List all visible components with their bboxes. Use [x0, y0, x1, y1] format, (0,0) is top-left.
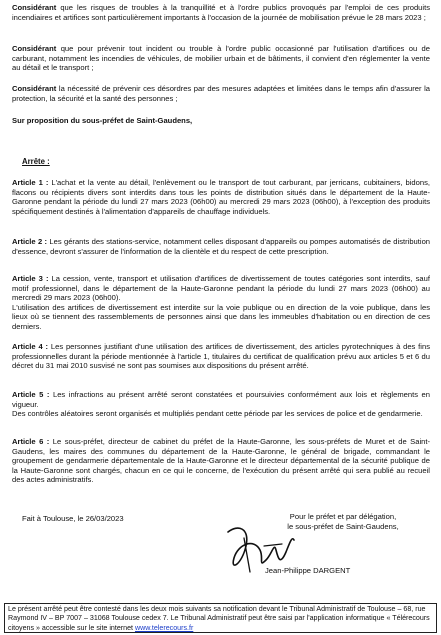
article-text-2: L'utilisation des artifices de divertissement est interdite sur la voie publique ou en direction de la voie publique, dans les lieux où se tiennent des rassemblements de personnes ainsi que dans les immeubles d'habitation ou en direction de ces derniers.	[12, 302, 430, 331]
article-3	[12, 274, 430, 332]
article-text: Les personnes justifiant d'une utilisation des artifices de divertissement, des articles pyrotechniques à des fins professionnelles durant la période mentionnée à l'article 1, titulaires du certificat de qualification prévu aux articles 5 et 6 du décret du 31 mai 2010 susvisé ne sont pas soumises aux dispositions du présent arrêté.	[12, 342, 430, 371]
article-lead: Article 4 :	[12, 342, 49, 351]
article-2	[12, 237, 430, 256]
considerant-lead: Considérant	[12, 44, 57, 53]
article-lead: Article 5 :	[12, 390, 50, 399]
considerant-lead: Considérant	[12, 3, 57, 12]
article-text: L'achat et la vente au détail, l'enlèvement ou le transport de tout carburant, par jerricans, cubitainers, bidons, flacons ou récipients divers sont interdits dans tous les points de distribution situés dans le département de la Haute-Garonne pendant la période du lundi 27 mars 2023 (06h00) au mercredi 29 mars 2023 (06h00), à l'exception des produits spécifiquement destinés à l'alimentation d'appareils de chauffage individuels.	[12, 178, 430, 216]
proposition	[12, 116, 430, 126]
considerant-text: que les risques de troubles à la tranquillité et à l'ordre publics provoqués par l'emploi de ces produits incendiaires et artifices sont particulièrement importants à l'occasion de la journée de mobilisation prévue le 28 mars 2023 ;	[12, 3, 430, 22]
article-lead: Article 1 :	[12, 178, 49, 187]
article-text: Le sous-préfet, directeur de cabinet du préfet de la Haute-Garonne, les sous-préfets de Muret et de Saint-Gaudens, les maires des communes du département de la Haute-Garonne, le général de brigade, commandant le groupement de gendarmerie départementale de la Haute-Garonne et le directeur départemental de la sécurité publique de la Haute-Garonne sont chargés, chacun en ce qui le concerne, de l'exécution du présent arrêté qui sera publié au recueil des actes administratifs.	[12, 437, 430, 485]
article-lead: Article 3 :	[12, 274, 49, 283]
article-5	[12, 390, 430, 419]
considerant-lead: Considérant	[12, 84, 57, 93]
fait-date: Fait à Toulouse, le 26/03/2023	[22, 514, 124, 523]
considerant-text: que pour prévenir tout incident ou trouble à l'ordre public occasionné par l'utilisation d'artifices ou de carburant, notamment les incendies de véhicules, de mobilier urbain et de bâtiments, il convient d'en réglementer la vente au détail et le transport ;	[12, 44, 430, 73]
signatory-name: Jean-Philippe DARGENT	[265, 566, 351, 575]
considerant-1	[12, 3, 430, 22]
considerant-3	[12, 84, 430, 103]
article-1	[12, 178, 430, 216]
article-lead: Article 2 :	[12, 237, 48, 246]
considerant-text: la nécessité de prévenir ces désordres par des mesures adaptées et limitées dans le temps afin d'assurer la protection, la sécurité et la santé des personnes ;	[12, 84, 430, 103]
legal-notice-footer	[4, 603, 437, 633]
article-text: Les gérants des stations-service, notamment celles disposant d'appareils ou pompes automatisés de distribution d'essence, devront s'assurer de l'information de la clientèle et du respect de cette prescription.	[12, 237, 431, 256]
signature-line-1: Pour le préfet et par délégation,	[289, 512, 397, 521]
considerant-2	[12, 44, 430, 73]
article-4	[12, 342, 430, 371]
signature-line-2: le sous-préfet de Saint-Gaudens,	[287, 521, 399, 531]
footer-text: Le présent arrêté peut être contesté dans les deux mois suivants sa notification devant le Tribunal Administratif de Toulouse – 68, rue Raymond IV – BP 7007 – 31068 Toulouse cedex 7. Le Tribunal Administratif peut être saisi par l'application informatique « Télérecours citoyens » accessible sur le site internet	[8, 605, 430, 632]
article-6	[12, 437, 430, 485]
article-text: Les infractions au présent arrêté seront constatées et poursuivies conformément aux lois et règlements en vigueur.	[12, 390, 430, 409]
telerecours-link[interactable]: www.telerecours.fr	[134, 623, 194, 632]
article-lead: Article 6 :	[12, 437, 50, 446]
proposition-text: Sur proposition du sous-préfet de Saint-Gaudens,	[12, 116, 193, 125]
arrete-heading: Arrête :	[22, 157, 50, 166]
article-text: La cession, vente, transport et utilisation d'artifices de divertissement de toutes catégories sont interdits, sauf motif professionnel, dans le département de la Haute-Garonne pendant la période du lundi 27 mars 2023 (06h00) au mercredi 29 mars 2023 (06h00).	[12, 274, 430, 303]
article-text-2: Des contrôles aléatoires seront organisés et multipliés pendant cette période par les services de police et de gendarmerie.	[12, 409, 423, 419]
